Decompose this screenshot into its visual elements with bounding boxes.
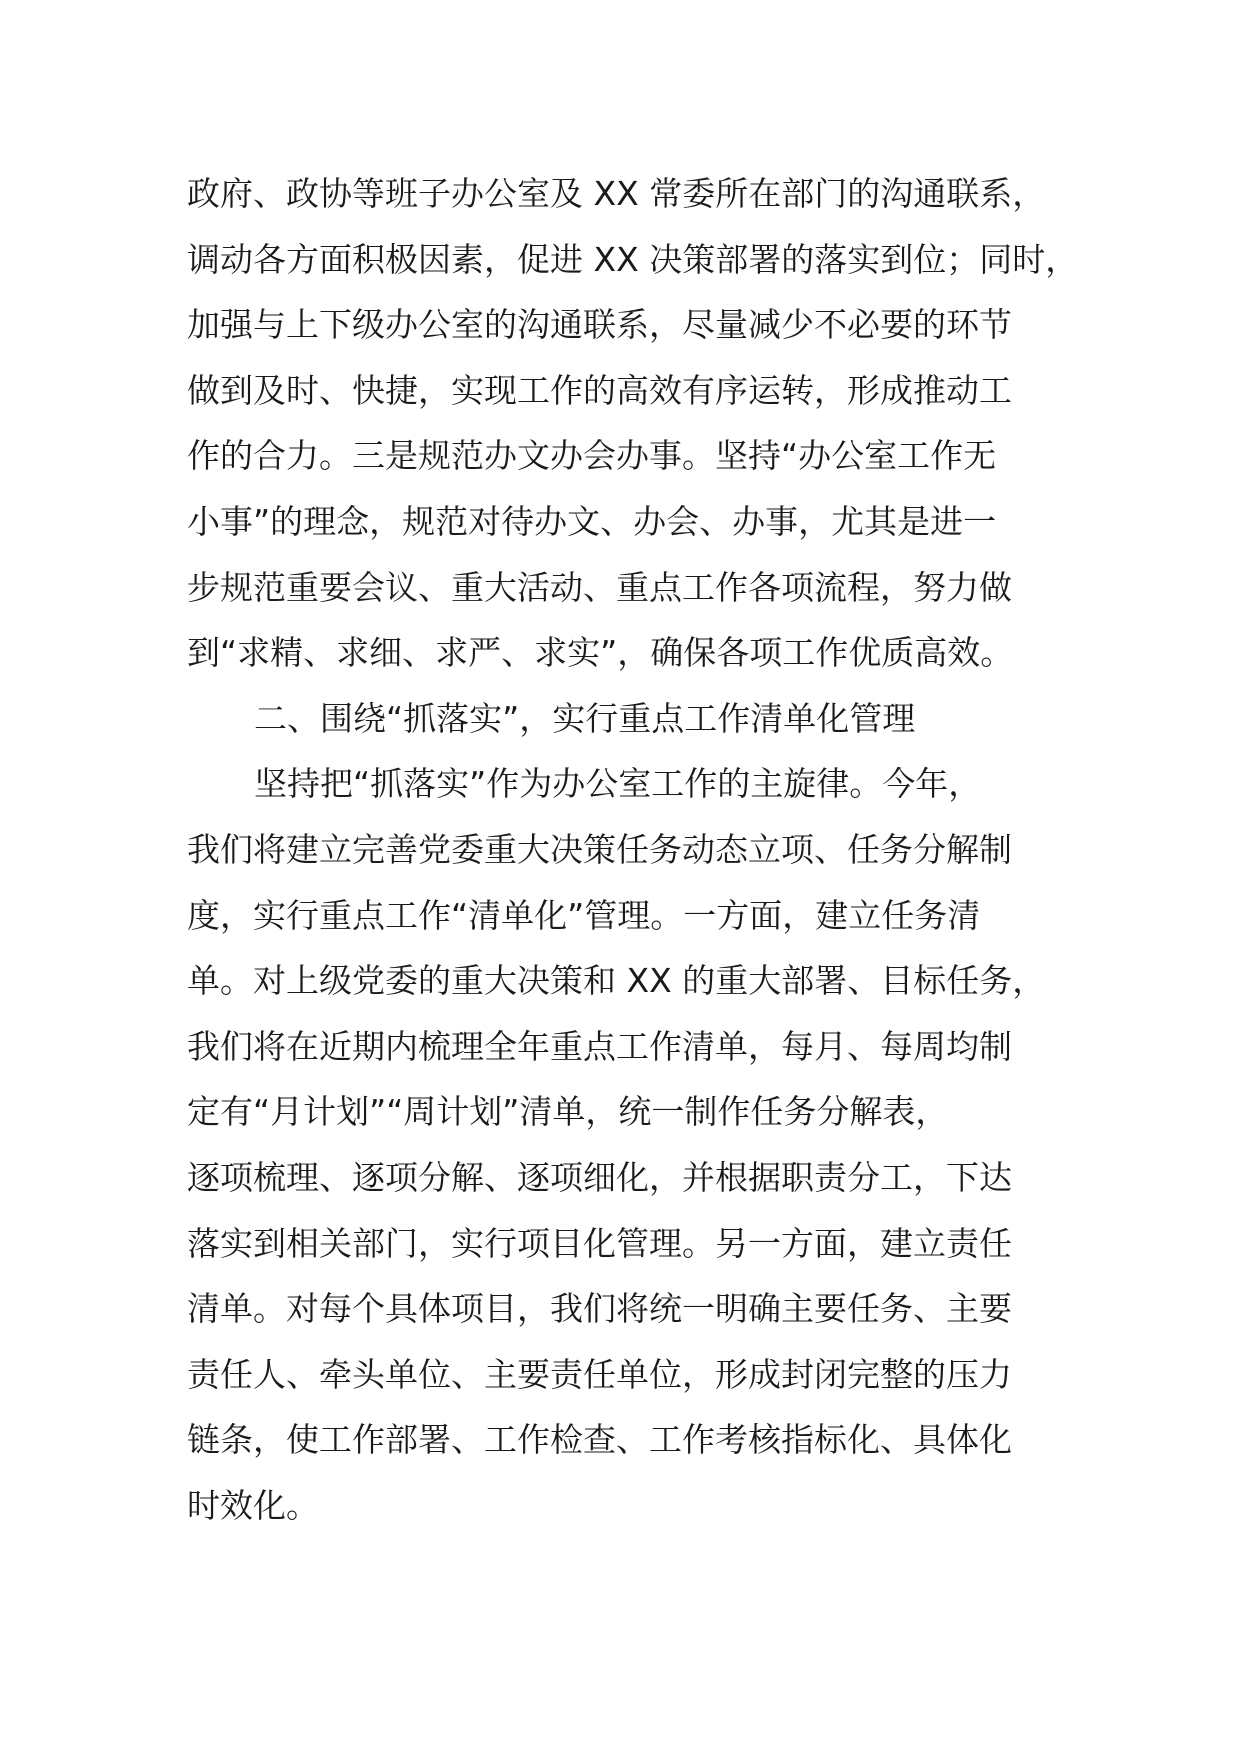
paragraph-1-line: 到“求精、求细、求严、求实”，确保各项工作优质高效。 (187, 633, 1014, 673)
paragraph-2-line: 链条，使工作部署、工作检查、工作考核指标化、具体化 (187, 1420, 1012, 1460)
paragraph-2-line: 落实到相关部门，实行项目化管理。另一方面，建立责任 (187, 1223, 1012, 1263)
paragraph-2-line: 清单。对每个具体项目，我们将统一明确主要任务、主要 (187, 1289, 1012, 1329)
paragraph-1-line: 政府、政协等班子办公室及 XX 常委所在部门的沟通联系， (187, 174, 1046, 213)
section-heading: 二、围绕“抓落实”，实行重点工作清单化管理 (254, 698, 916, 738)
paragraph-1-line: 调动各方面积极因素，促进 XX 决策部署的落实到位；同时， (187, 239, 1079, 279)
paragraph-2-line: 我们将在近期内梳理全年重点工作清单，每月、每周均制 (187, 1026, 1012, 1066)
paragraph-1-line: 作的合力。三是规范办文办会办事。坚持“办公室工作无 (187, 436, 997, 476)
paragraph-2-line: 逐项梳理、逐项分解、逐项细化，并根据职责分工，下达 (187, 1157, 1012, 1197)
document-body (187, 161, 1087, 1538)
paragraph-2-line: 我们将建立完善党委重大决策任务动态立项、任务分解制 (187, 829, 1012, 869)
paragraph-2-line: 定有“月计划”“周计划”清单，统一制作任务分解表， (187, 1092, 949, 1132)
paragraph-1-line: 步规范重要会议、重大活动、重点工作各项流程，努力做 (187, 567, 1012, 607)
paragraph-1-line: 加强与上下级办公室的沟通联系，尽量减少不必要的环节 (187, 305, 1012, 345)
paragraph-2-line: 坚持把“抓落实”作为办公室工作的主旋律。今年， (254, 764, 982, 804)
paragraph-2-line: 时效化。 (187, 1485, 319, 1525)
paragraph-1-line: 做到及时、快捷，实现工作的高效有序运转，形成推动工 (187, 370, 1012, 410)
paragraph-2-line: 责任人、牵头单位、主要责任单位，形成封闭完整的压力 (187, 1354, 1012, 1394)
paragraph-2-line: 度，实行重点工作“清单化”管理。一方面，建立任务清 (187, 895, 981, 935)
paragraph-2-line: 单。对上级党委的重大决策和 XX 的重大部署、目标任务， (187, 961, 1046, 1001)
paragraph-1-line: 小事”的理念，规范对待办文、办会、办事，尤其是进一 (187, 501, 997, 541)
